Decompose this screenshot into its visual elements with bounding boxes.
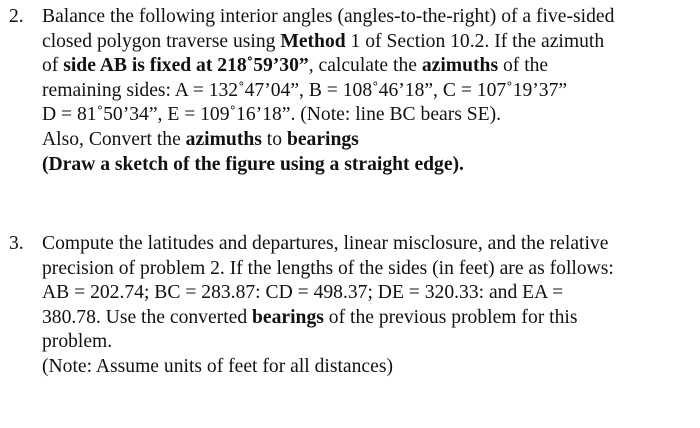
problem-2-line-5: D = 81˚50’34”, E = 109˚16’18”. (Note: line BC bears SE). bbox=[42, 104, 502, 126]
bearings-bold-2: bearings bbox=[252, 306, 324, 328]
azimuths-bold-2: azimuths bbox=[185, 128, 262, 150]
problem-2-text bbox=[42, 5, 697, 177]
problem-3-line-5: problem. bbox=[42, 331, 113, 353]
problem-2-line-6 bbox=[42, 128, 697, 153]
problem-2-line-4: remaining sides: A = 132˚47’04”, B = 108˚46’18”, C = 107˚19’37” bbox=[42, 79, 568, 101]
problem-2-line-2-tail: 1 of Section 10.2. If the azimuth bbox=[345, 30, 605, 52]
problem-3-line-1: Compute the latitudes and departures, linear misclosure, and the relative bbox=[42, 233, 609, 254]
problem-3-line-4 bbox=[42, 306, 697, 331]
problem-2-line-2 bbox=[42, 30, 697, 55]
problem-3 bbox=[9, 232, 697, 380]
problem-2-line-3-text: of bbox=[42, 55, 64, 77]
azimuths-bold: azimuths bbox=[421, 55, 499, 77]
problem-3-line-6: (Note: Assume units of feet for all distances) bbox=[42, 355, 393, 377]
problem-2-line-6-mid: to bbox=[261, 128, 287, 150]
problem-3-number: 3. bbox=[9, 233, 24, 254]
problem-2-line-3-mid: , calculate the bbox=[308, 55, 422, 77]
problem-3-text bbox=[42, 232, 697, 380]
problem-2-line-3 bbox=[42, 54, 697, 79]
problem-3-line-2: precision of problem 2. If the lengths of the sides (in feet) are as follows: bbox=[42, 257, 614, 279]
problem-2-line-6-text: Also, Convert the bbox=[42, 128, 186, 150]
bearings-bold: bearings bbox=[286, 128, 359, 150]
problem-2-line-7: (Draw a sketch of the figure using a straight edge). bbox=[42, 153, 464, 175]
problem-2-line-2-text: closed polygon traverse using bbox=[42, 30, 281, 52]
method-bold: Method bbox=[280, 30, 346, 52]
problem-3-line-4-text: 380.78. Use the converted bbox=[42, 306, 253, 328]
problem-2-line-3-tail: of the bbox=[498, 55, 549, 77]
problem-2-line-1: Balance the following interior angles (angles-to-the-right) of a five-sided bbox=[42, 6, 615, 27]
side-ab-fixed-bold: side AB is fixed at 218˚59’30” bbox=[63, 55, 309, 77]
problem-3-line-4-tail: of the previous problem for this bbox=[323, 306, 578, 328]
problem-2-number: 2. bbox=[9, 6, 24, 27]
problem-2 bbox=[9, 5, 697, 177]
problem-3-line-3: AB = 202.74; BC = 283.87: CD = 498.37; DE = 320.33: and EA = bbox=[42, 282, 564, 304]
